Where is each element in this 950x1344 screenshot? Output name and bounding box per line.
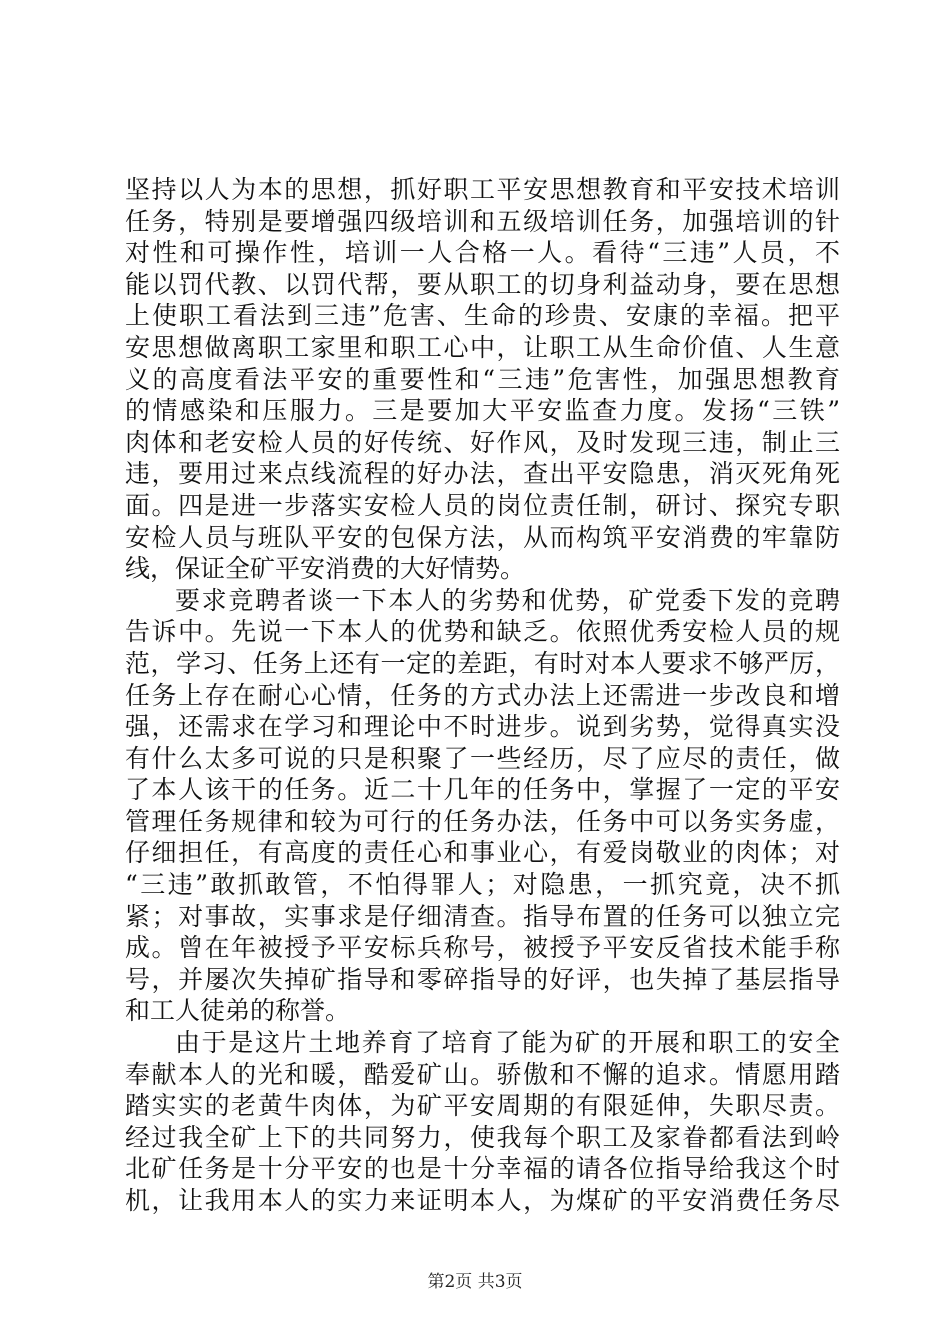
text-line: 范，学习、任务上还有一定的差距，有时对本人要求不够严厉， [125, 648, 840, 678]
text-line: 北矿任务是十分平安的也是十分幸福的请各位指导给我这个时 [125, 1154, 840, 1184]
text-line: 有什么太多可说的只是积聚了一些经历，尽了应尽的责任，做 [125, 743, 840, 773]
text-line: 坚持以人为本的思想，抓好职工平安思想教育和平安技术培训 [125, 175, 840, 204]
text-line: 安思想做离职工家里和职工心中，让职工从生命价值、人生意 [125, 332, 840, 362]
text-line: 对性和可操作性，培训一人合格一人。看待“三违”人员，不 [125, 238, 840, 268]
text-line: 紧；对事故，实事求是仔细清查。指导布置的任务可以独立完 [125, 901, 840, 931]
text-line: 经过我全矿上下的共同努力，使我每个职工及家眷都看法到岭 [125, 1122, 840, 1152]
text-line: 肉体和老安检人员的好传统、好作风，及时发现三违，制止三 [125, 427, 840, 457]
text-line: 线，保证全矿平安消费的大好情势。 [125, 554, 526, 584]
text-line: 号，并屡次失掉矿指导和零碎指导的好评，也失掉了基层指导 [125, 964, 840, 994]
text-line: 告诉中。先说一下本人的优势和缺乏。依照优秀安检人员的规 [125, 617, 840, 647]
text-line: 由于是这片土地养育了培育了能为矿的开展和职工的安全 [175, 1028, 840, 1058]
paragraph [125, 585, 840, 1027]
text-line: 义的高度看法平安的重要性和“三违”危害性，加强思想教育 [125, 364, 840, 394]
body-text [125, 174, 840, 1217]
text-line: 能以罚代教、以罚代帮，要从职工的切身利益动身，要在思想 [125, 269, 840, 299]
text-line: 和工人徒弟的称誉。 [125, 996, 351, 1026]
text-line: 要求竞聘者谈一下本人的劣势和优势，矿党委下发的竞聘 [175, 585, 840, 615]
page-footer: 第2页 共3页 [427, 1272, 523, 1292]
text-line: 奉献本人的光和暖，酷爱矿山。骄傲和不懈的追求。情愿用踏 [125, 1059, 840, 1089]
paragraph [125, 1027, 840, 1217]
text-line: 任务上存在耐心心情，任务的方式办法上还需进一步改良和增 [125, 680, 840, 710]
text-line: 的情感染和压服力。三是要加大平安监查力度。发扬“三铁” [125, 396, 840, 426]
text-line: 违，要用过来点线流程的好办法，查出平安隐患，消灭死角死 [125, 459, 840, 489]
text-line: 面。四是进一步落实安检人员的岗位责任制，研讨、探究专职 [125, 490, 840, 520]
text-line: “三违”敢抓敢管，不怕得罪人；对隐患，一抓究竟，决不抓 [125, 870, 840, 900]
text-line: 成。曾在年被授予平安标兵称号，被授予平安反省技术能手称 [125, 933, 840, 963]
paragraph [125, 174, 840, 585]
text-line: 安检人员与班队平安的包保方法，从而构筑平安消费的牢靠防 [125, 522, 840, 552]
text-line: 管理任务规律和较为可行的任务办法，任务中可以务实务虚， [125, 806, 840, 836]
text-line: 机，让我用本人的实力来证明本人，为煤矿的平安消费任务尽 [125, 1186, 840, 1215]
text-line: 踏实实的老黄牛肉体，为矿平安周期的有限延伸，失职尽责。 [125, 1091, 840, 1121]
text-line: 强，还需求在学习和理论中不时进步。说到劣势，觉得真实没 [125, 712, 840, 742]
text-line: 任务，特别是要增强四级培训和五级培训任务，加强培训的针 [125, 206, 840, 236]
text-line: 仔细担任，有高度的责任心和事业心，有爱岗敬业的肉体；对 [125, 838, 840, 868]
text-line: 上使职工看法到三违”危害、生命的珍贵、安康的幸福。把平 [125, 301, 840, 331]
text-line: 了本人该干的任务。近二十几年的任务中，掌握了一定的平安 [125, 775, 840, 805]
